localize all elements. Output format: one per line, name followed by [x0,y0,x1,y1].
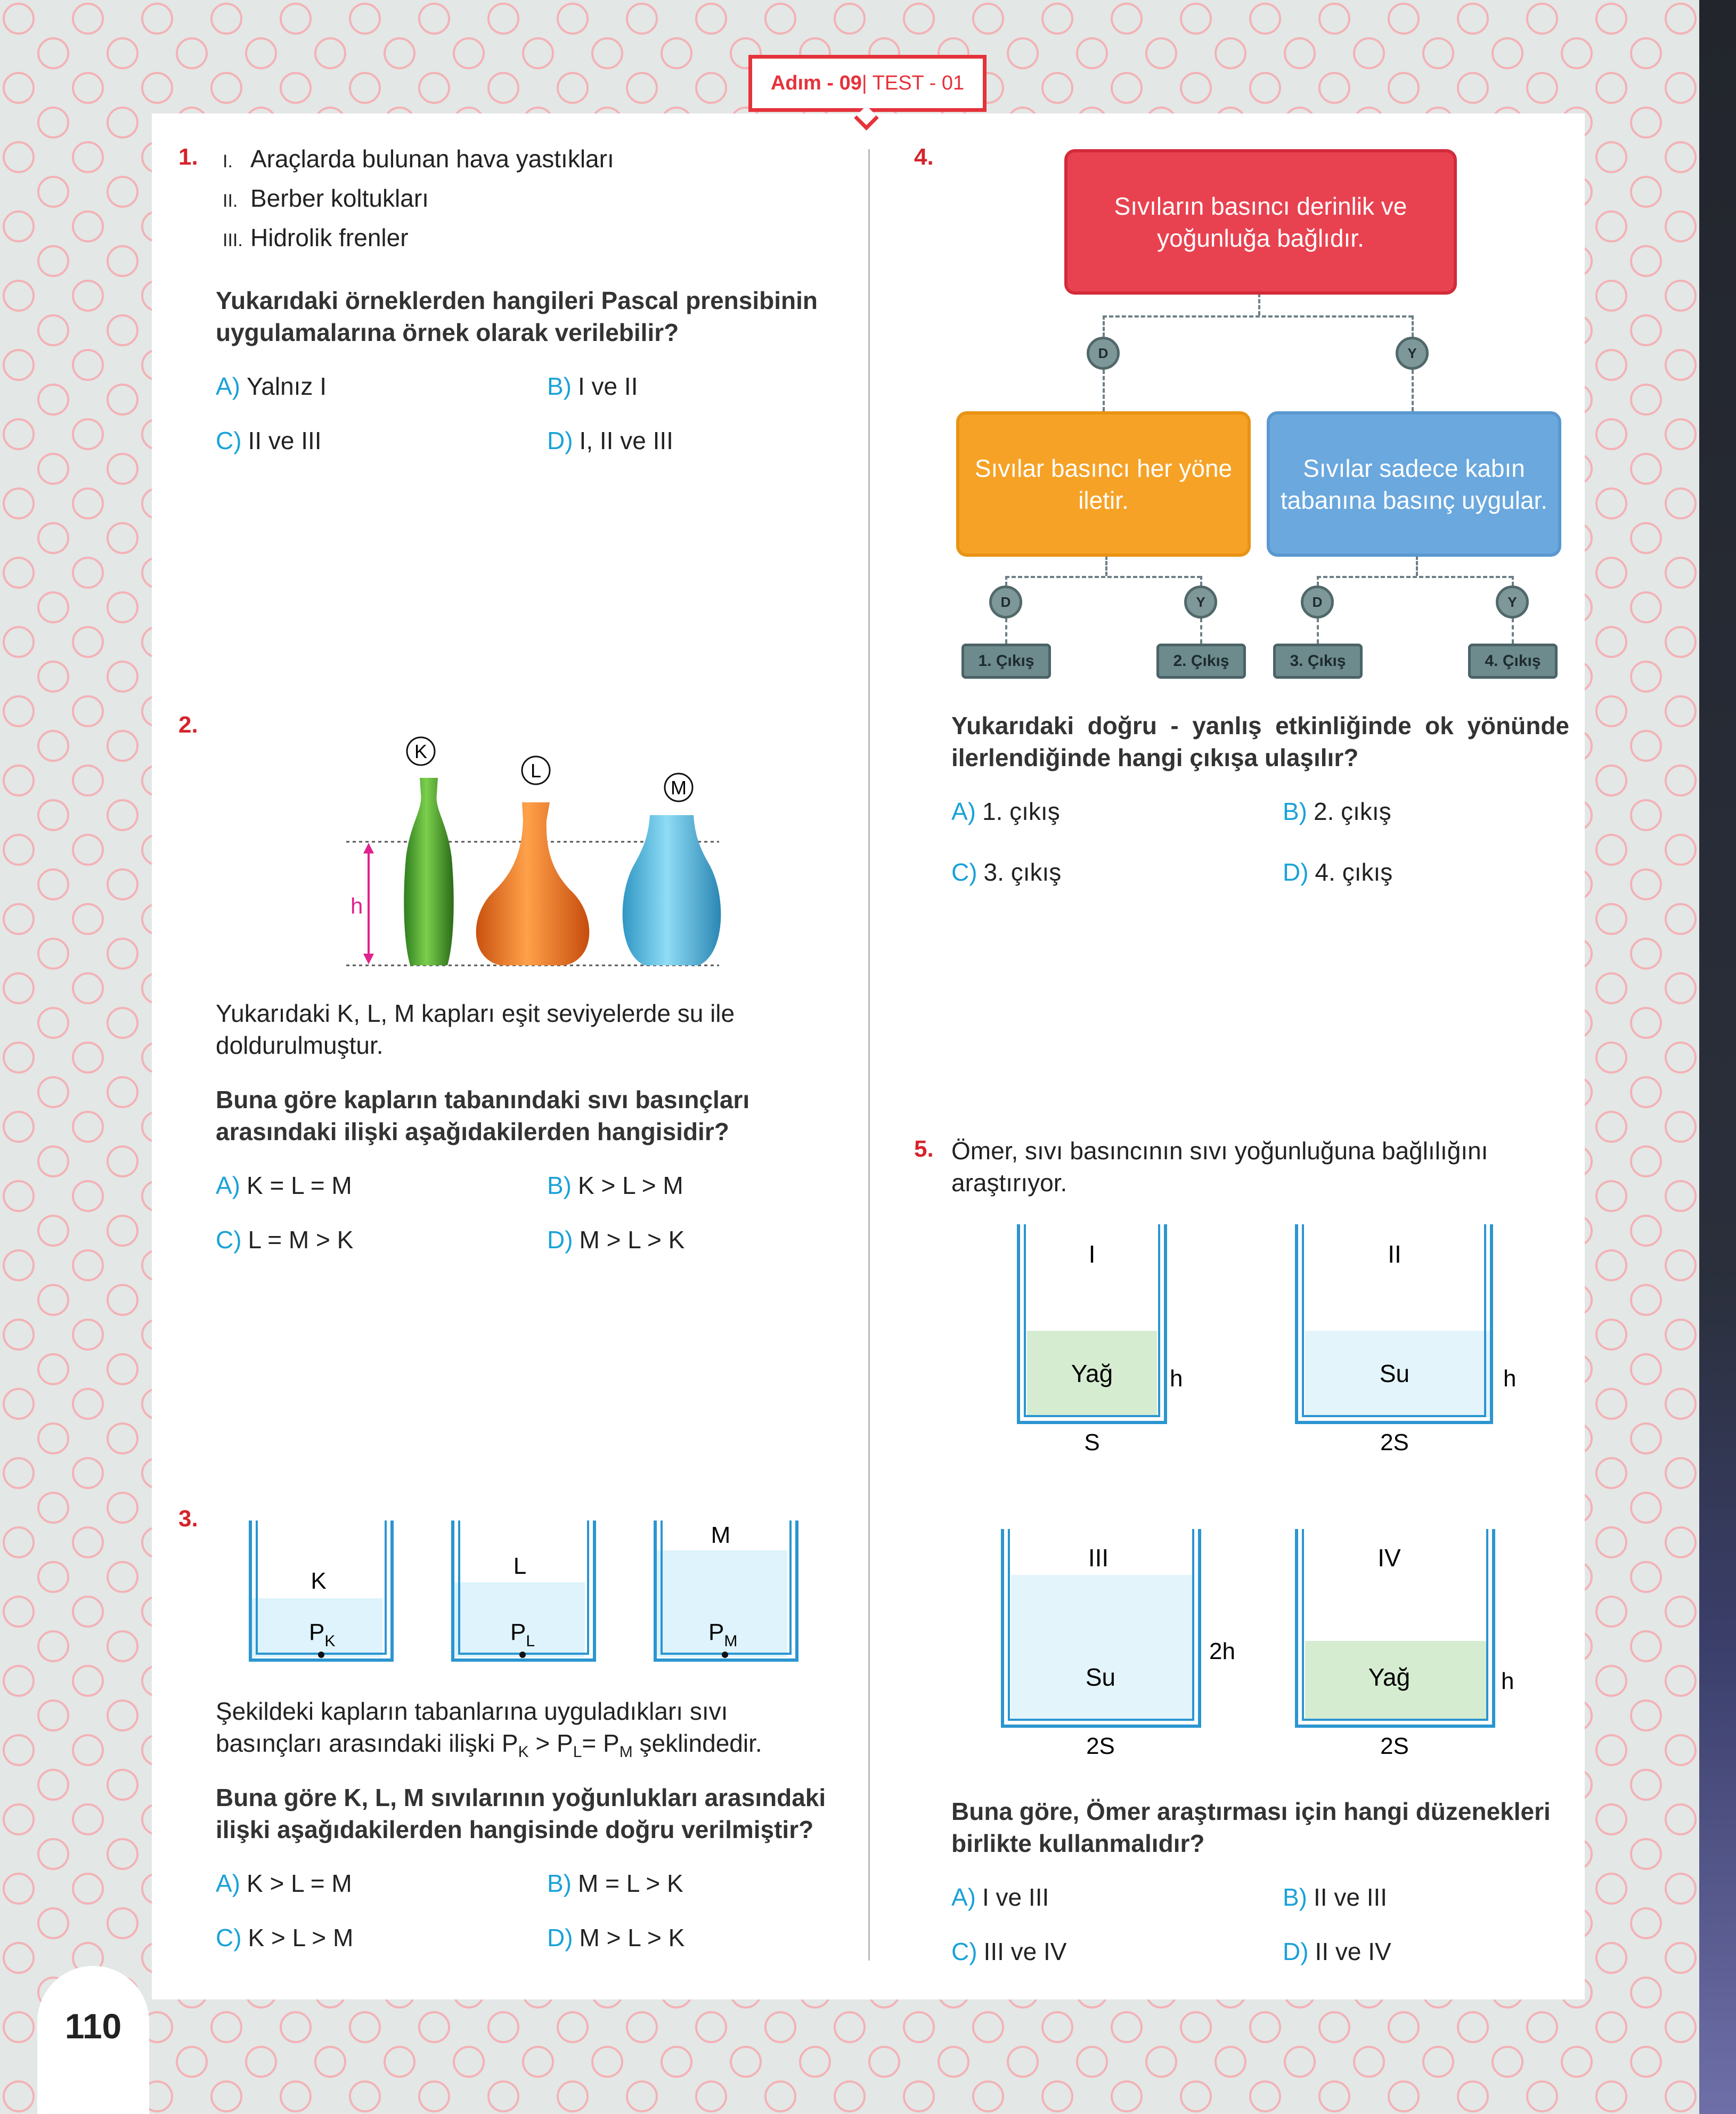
flow-right-box: Sıvılar sadece kabın tabanına basınç uygular. [1267,411,1561,557]
q3-option-c[interactable]: C) K > L > M [216,1924,354,1952]
q3-text: Şekildeki kapların tabanlarına uyguladıkları sıvı basınçları arasındaki ilişki $P_K > P_L= P_M$ şeklindedir. [216,1697,762,1761]
connector [1317,618,1319,644]
q5-setups-figure [991,1215,1534,1769]
q5-option-a[interactable]: A) I ve III [951,1883,1049,1911]
flow-dot-y: Y [1184,586,1217,619]
container-l [453,1521,594,1660]
vase-k-label: K [414,741,428,762]
vase-m-label: M [671,777,687,799]
q1-item-2: II. Berber koltukları [223,184,429,212]
vase-m [623,815,721,965]
q1-item-3: III. Hidrolik frenler [223,224,409,251]
connector [1258,293,1260,315]
page-number-tab [37,1966,149,2114]
setup-ii-height: h [1503,1365,1517,1392]
q3-number: 3. [178,1506,198,1532]
setup-i-height: h [1170,1365,1183,1392]
q1-option-a[interactable]: A) Yalnız I [216,372,327,400]
exit-3: 3. Çıkış [1273,644,1363,679]
setup-i-roman: I [1088,1240,1096,1268]
connector [1412,370,1414,411]
connector [1416,556,1418,576]
vase-k [404,778,453,965]
setup-iii-base: 2S [1086,1733,1115,1759]
connector [1200,618,1202,644]
connector [1005,576,1007,586]
connector [1103,370,1105,411]
vase-l [476,802,590,965]
flow-dot-d: D [989,586,1022,619]
setup-i [1018,1224,1183,1456]
container-l-label: L [513,1553,527,1579]
q3-option-b[interactable]: B) M = L > K [547,1869,683,1897]
q2-question: Buna göre kapların tabanındaki sıvı basınçları arasındaki ilişki aşağıdakilerden hangisidir? [216,1086,750,1145]
q2-option-c[interactable]: C) L = M > K [216,1226,354,1254]
q1-question: Yukarıdaki örneklerden hangileri Pascal prensibinin uygulamalarına örnek olarak verilebilir? [216,287,818,346]
q1-number: 1. [178,144,198,170]
q4-question: Yukarıdaki doğru - yanlış etkinliğinde ok yönünde ilerlendiğinde hangi çıkışa ulaşılır? [951,712,1569,771]
step-label: Adım - 09 [770,72,862,94]
q2-option-d[interactable]: D) M > L > K [547,1226,685,1254]
q3-option-d[interactable]: D) M > L > K [547,1924,685,1952]
setup-iv [1297,1529,1514,1759]
q3-containers-figure [245,1513,804,1668]
container-m [655,1521,797,1660]
test-label: | TEST - 01 [861,72,965,94]
connector [1105,556,1107,576]
flow-left-box: Sıvılar basıncı her yöne iletir. [956,411,1251,557]
q4-option-c[interactable]: C) 3. çıkış [951,858,1062,886]
setup-iii-roman: III [1088,1544,1109,1572]
container-k-label: K [311,1568,327,1594]
pm-label: $P_M$ [708,1619,738,1650]
q1-option-c[interactable]: C) II ve III [216,427,322,454]
q2-h-label: h [351,893,363,918]
right-edge-strip [1699,0,1736,2114]
test-header-badge [748,55,987,112]
setup-iii [1003,1529,1235,1759]
connector [1412,315,1414,337]
setup-iii-height: 2h [1209,1638,1235,1664]
exit-2: 2. Çıkış [1156,644,1246,679]
q5-question: Buna göre, Ömer araştırması için hangi düzenekleri birlikte kullanmalıdır? [951,1798,1551,1857]
exit-1: 1. Çıkış [961,644,1051,679]
setup-ii-liquid: Su [1379,1360,1410,1387]
flow-dot-y: Y [1496,586,1529,619]
q2-option-b[interactable]: B) K > L > M [547,1172,683,1199]
setup-i-base: S [1084,1429,1100,1456]
vase-l-label: L [530,760,542,782]
column-divider [868,149,870,1961]
q3-question: Buna göre K, L, M sıvılarının yoğunlukları arasındaki ilişki aşağıdakilerden hangisinde doğru verilmiştir? [216,1784,826,1843]
page-number: 110 [64,2006,122,2046]
container-k [250,1521,392,1660]
flow-dot-d: D [1087,337,1120,370]
setup-iv-liquid: Yağ [1368,1663,1411,1691]
setup-iv-base: 2S [1380,1733,1409,1759]
setup-iv-roman: IV [1378,1544,1401,1572]
connector [1103,315,1413,318]
pk-label: $P_K$ [309,1619,336,1650]
q5-text: Ömer, sıvı basıncının sıvı yoğunluğuna bağlılığını araştırıyor. [951,1137,1488,1197]
exit-4: 4. Çıkış [1468,644,1558,679]
setup-ii [1297,1224,1516,1456]
connector [1317,576,1513,578]
connector [1103,315,1105,337]
connector [1005,618,1007,644]
setup-ii-roman: II [1388,1240,1401,1268]
q5-option-c[interactable]: C) III ve IV [951,1938,1067,1965]
q5-number: 5. [914,1136,934,1162]
connector [1200,576,1202,586]
q4-option-a[interactable]: A) 1. çıkış [951,798,1060,825]
q1-option-b[interactable]: B) I ve II [547,372,638,400]
flow-dot-d: D [1301,586,1334,619]
connector [1512,618,1514,644]
connector [1512,576,1514,586]
flow-top-box: Sıvıların basıncı derinlik ve yoğunluğa bağlıdır. [1064,149,1457,295]
q1-option-d[interactable]: D) I, II ve III [547,427,673,454]
q4-option-d[interactable]: D) 4. çıkış [1283,858,1393,886]
connector [1005,576,1201,578]
connector [1317,576,1319,586]
setup-iii-liquid: Su [1085,1663,1116,1691]
pl-label: $P_L$ [510,1619,535,1650]
q5-option-b[interactable]: B) II ve III [1283,1883,1388,1911]
q5-option-d[interactable]: D) II ve IV [1283,1938,1391,1965]
q2-text: Yukarıdaki K, L, M kapları eşit seviyelerde su ile doldurulmuştur. [216,999,735,1059]
flow-dot-y: Y [1396,337,1429,370]
q2-number: 2. [178,712,198,738]
container-m-label: M [711,1522,731,1548]
setup-i-liquid: Yağ [1071,1360,1113,1387]
setup-iv-height: h [1501,1668,1514,1694]
q2-option-a[interactable]: A) K = L = M [216,1172,352,1199]
q2-vases-figure [341,730,724,975]
q3-option-a[interactable]: A) K > L = M [216,1869,352,1897]
q1-item-1: I. Araçlarda bulunan hava yastıkları [223,145,614,173]
setup-ii-base: 2S [1380,1429,1409,1456]
q4-number: 4. [914,144,934,170]
q4-option-b[interactable]: B) 2. çıkış [1283,798,1391,825]
